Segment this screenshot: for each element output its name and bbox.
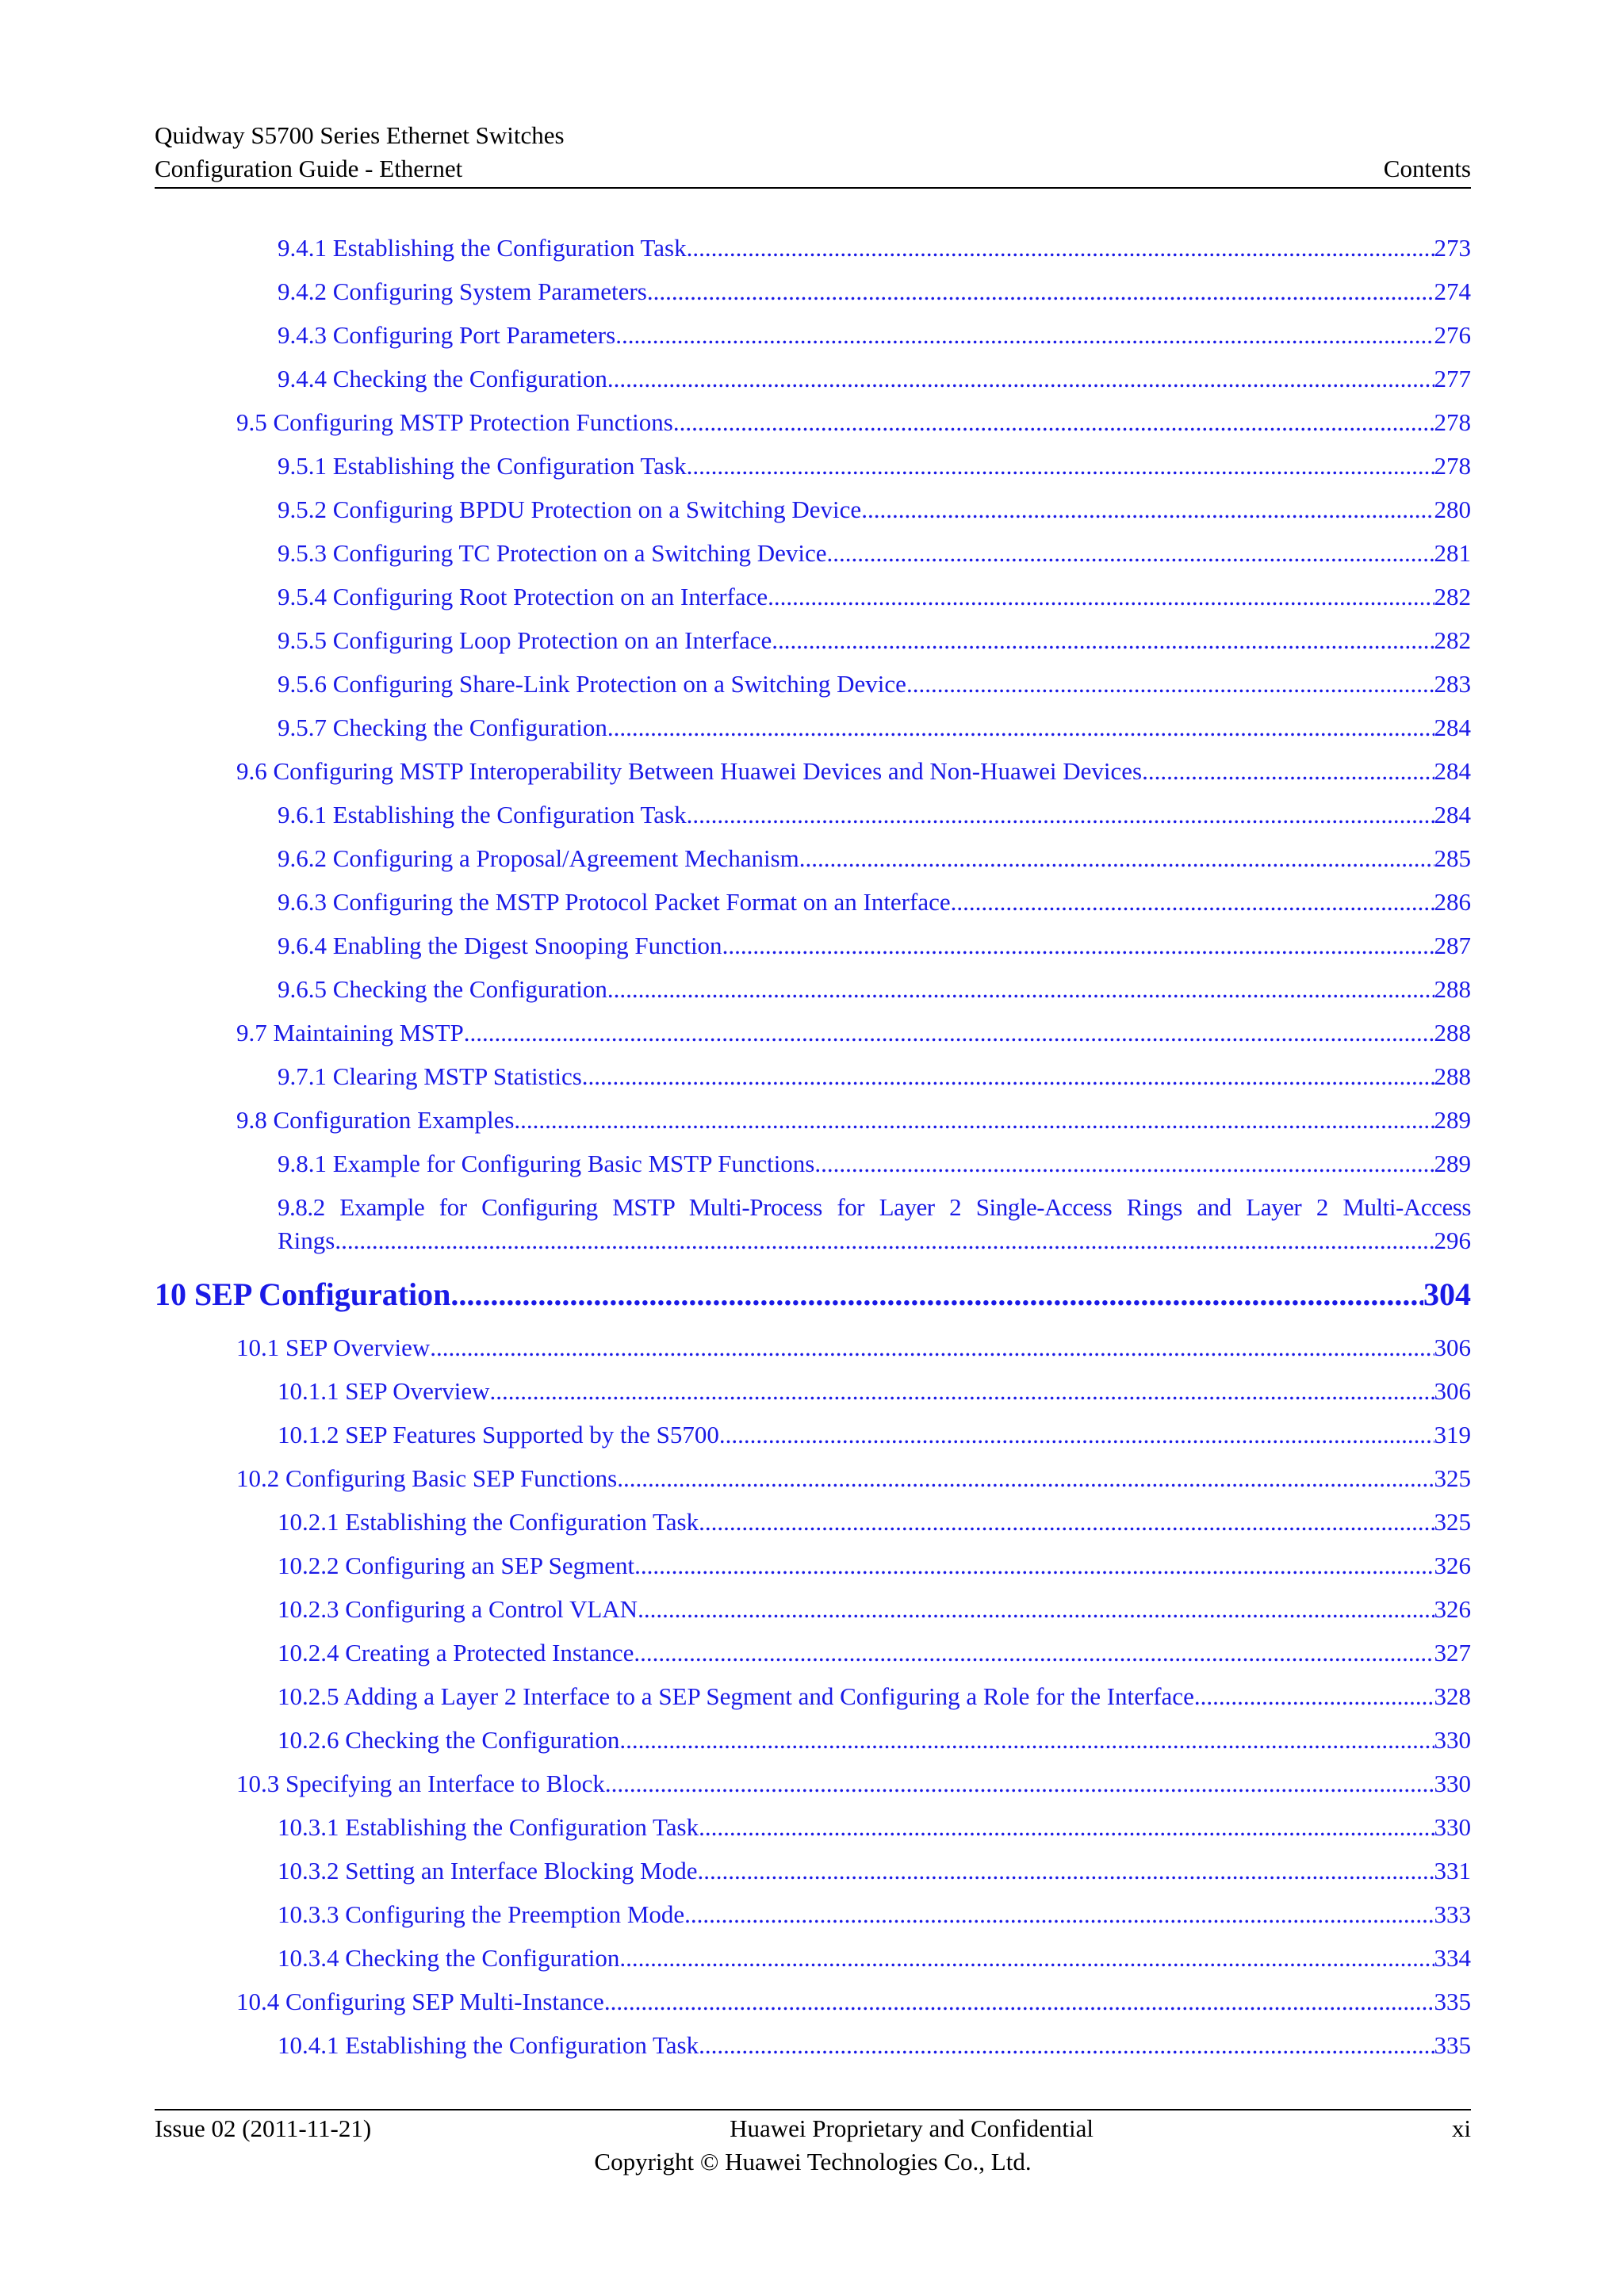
toc-entry[interactable] (155, 1104, 1471, 1147)
toc-section-10 (155, 1331, 1471, 2072)
toc-entry-title: 9.4.1 Establishing the Configuration Task (278, 234, 687, 262)
toc-entry[interactable] (155, 1375, 1471, 1418)
dot-leader (772, 624, 1434, 657)
toc-entry-page: 280 (1434, 496, 1471, 523)
toc-entry-page: 285 (1434, 844, 1471, 872)
toc-entry-title: 9.5.7 Checking the Configuration (278, 714, 607, 741)
toc-entry[interactable] (155, 450, 1471, 493)
toc-entry-title: 10.3.2 Setting an Interface Blocking Mode (278, 1857, 698, 1885)
toc-entry-title: 9.5.4 Configuring Root Protection on an Interface (278, 583, 768, 610)
toc-entry-title: 10.2.5 Adding a Layer 2 Interface to a SEP Segment and Configuring a Role for the Interface (278, 1682, 1194, 1710)
toc-entry[interactable] (155, 1147, 1471, 1191)
chapter-page: 304 (1423, 1276, 1471, 1312)
dot-leader (490, 1375, 1434, 1408)
toc-entry-title: 9.4.2 Configuring System Parameters (278, 277, 647, 305)
toc-entry[interactable] (155, 1462, 1471, 1506)
toc-entry-title: 9.5 Configuring MSTP Protection Functions (236, 408, 673, 436)
toc-entry[interactable] (155, 537, 1471, 580)
dot-leader (335, 1224, 1434, 1257)
toc-entry-title: 9.5.3 Configuring TC Protection on a Switching Device (278, 539, 827, 567)
toc-entry-title: 9.4.4 Checking the Configuration (278, 365, 607, 392)
toc-entry[interactable] (155, 1331, 1471, 1375)
toc-entry-title: 10.4.1 Establishing the Configuration Task (278, 2031, 699, 2059)
toc-entry[interactable] (155, 1060, 1471, 1104)
dot-leader (615, 319, 1434, 352)
dot-leader (814, 1147, 1434, 1181)
toc-entry[interactable] (155, 1985, 1471, 2029)
toc-entry-page: 284 (1434, 801, 1471, 828)
toc-entry-title: 9.4.3 Configuring Port Parameters (278, 321, 616, 349)
toc-entry-page: 282 (1434, 626, 1471, 654)
toc-entry[interactable] (155, 755, 1471, 798)
toc-entry-title-continued: Rings (278, 1226, 335, 1254)
toc-entry-page: 288 (1434, 1019, 1471, 1047)
toc-entry-title: 9.8.1 Example for Configuring Basic MSTP Functions (278, 1150, 815, 1177)
toc-entry[interactable] (155, 1506, 1471, 1549)
toc-entry-page: 278 (1434, 452, 1471, 480)
toc-entry-title: 9.8 Configuration Examples (236, 1106, 515, 1134)
dot-leader (607, 973, 1434, 1006)
dot-leader (699, 2029, 1434, 2062)
toc-entry-page: 286 (1434, 888, 1471, 916)
dot-leader (719, 1418, 1434, 1452)
toc-section-9 (155, 232, 1471, 1191)
toc-entry[interactable] (155, 1636, 1471, 1680)
toc-entry-title: 10.1.2 SEP Features Supported by the S5700 (278, 1421, 719, 1448)
toc-entry[interactable] (155, 1767, 1471, 1811)
toc-entry-9-8-2[interactable] (155, 1191, 1471, 1257)
dot-leader (699, 1506, 1434, 1539)
toc-entry-title: 10.1 SEP Overview (236, 1334, 431, 1361)
toc-entry-page: 283 (1434, 670, 1471, 698)
dot-leader (799, 842, 1434, 875)
dot-leader (906, 668, 1434, 701)
toc-entry-page: 289 (1434, 1106, 1471, 1134)
dot-leader (768, 580, 1434, 614)
toc-entry-title: 9.6 Configuring MSTP Interoperability Between Huawei Devices and Non-Huawei Devices (236, 757, 1143, 785)
toc-entry[interactable] (155, 362, 1471, 406)
toc-entry[interactable] (155, 319, 1471, 362)
toc-entry-page: 325 (1434, 1508, 1471, 1536)
dot-leader (699, 1811, 1434, 1844)
toc-entry-page: 281 (1434, 539, 1471, 567)
toc-entry-page: 335 (1434, 2031, 1471, 2059)
toc-entry[interactable] (155, 1593, 1471, 1636)
toc-entry[interactable] (155, 1016, 1471, 1060)
toc-entry-title: 9.6.5 Checking the Configuration (278, 975, 607, 1003)
toc-entry-title: 10.2.2 Configuring an SEP Segment (278, 1552, 635, 1579)
toc-entry-title: 10.3 Specifying an Interface to Block (236, 1770, 605, 1797)
toc-entry-title: 9.7.1 Clearing MSTP Statistics (278, 1062, 582, 1090)
dot-leader (697, 1854, 1434, 1888)
dot-leader (619, 1724, 1434, 1757)
dot-leader (464, 1016, 1434, 1050)
dot-leader (430, 1331, 1434, 1364)
toc-entry-page: 326 (1434, 1552, 1471, 1579)
toc-entry-title: 9.5.2 Configuring BPDU Protection on a Switching Device (278, 496, 862, 523)
dot-leader (450, 1272, 1423, 1317)
toc-entry-title: 10.4 Configuring SEP Multi-Instance (236, 1988, 604, 2015)
toc-entry-page: 334 (1434, 1944, 1471, 1972)
table-of-contents (155, 232, 1471, 2072)
toc-entry-page: 327 (1434, 1639, 1471, 1667)
toc-entry[interactable] (155, 668, 1471, 711)
toc-entry-page: 326 (1434, 1595, 1471, 1623)
toc-entry[interactable] (155, 232, 1471, 275)
toc-entry-title: 9.5.5 Configuring Loop Protection on an Interface (278, 626, 772, 654)
toc-entry[interactable] (155, 406, 1471, 450)
toc-entry[interactable] (155, 493, 1471, 537)
toc-entry-page: 287 (1434, 932, 1471, 959)
toc-entry-page: 330 (1434, 1770, 1471, 1797)
toc-entry-page: 274 (1434, 277, 1471, 305)
toc-entry-page: 276 (1434, 321, 1471, 349)
dot-leader (638, 1593, 1434, 1626)
toc-entry[interactable] (155, 624, 1471, 668)
toc-entry-page: 325 (1434, 1464, 1471, 1492)
toc-entry[interactable] (155, 929, 1471, 973)
toc-entry-page: 277 (1434, 365, 1471, 392)
dot-leader (951, 886, 1434, 919)
toc-entry[interactable] (155, 2029, 1471, 2072)
dot-leader (634, 1636, 1434, 1670)
page-number: xi (1451, 2114, 1471, 2142)
toc-entry[interactable] (155, 1854, 1471, 1898)
toc-entry-title: 10.2.4 Creating a Protected Instance (278, 1639, 634, 1667)
copyright-notice: Copyright © Huawei Technologies Co., Ltd. (594, 2148, 1032, 2175)
product-name: Quidway S5700 Series Ethernet Switches (155, 121, 565, 149)
toc-entry-title: 9.5.6 Configuring Share-Link Protection on a Switching Device (278, 670, 906, 698)
toc-entry[interactable] (155, 275, 1471, 319)
dot-leader (634, 1549, 1434, 1582)
toc-entry[interactable] (155, 1418, 1471, 1462)
toc-entry-title: 10.2.1 Establishing the Configuration Task (278, 1508, 699, 1536)
page-header (155, 119, 1471, 189)
dot-leader (619, 1942, 1434, 1975)
toc-entry-page: 288 (1434, 975, 1471, 1003)
toc-entry-title: 9.6.1 Establishing the Configuration Task (278, 801, 687, 828)
dot-leader (827, 537, 1434, 570)
toc-entry-title: 10.2.3 Configuring a Control VLAN (278, 1595, 638, 1623)
toc-entry-page: 284 (1434, 714, 1471, 741)
dot-leader (1142, 755, 1434, 788)
dot-leader (861, 493, 1434, 526)
dot-leader (1194, 1680, 1434, 1713)
dot-leader (687, 232, 1434, 265)
toc-entry-title: 9.6.3 Configuring the MSTP Protocol Packet Format on an Interface (278, 888, 951, 916)
page-footer (155, 2109, 1471, 2179)
toc-entry[interactable] (155, 842, 1471, 886)
toc-entry-title: 10.2 Configuring Basic SEP Functions (236, 1464, 618, 1492)
toc-entry-page: 331 (1434, 1857, 1471, 1885)
toc-entry-title: 9.5.1 Establishing the Configuration Task (278, 452, 687, 480)
toc-entry[interactable] (155, 1811, 1471, 1854)
toc-entry-page: 328 (1434, 1682, 1471, 1710)
toc-entry[interactable] (155, 1942, 1471, 1985)
dot-leader (514, 1104, 1434, 1137)
toc-entry-page: 284 (1434, 757, 1471, 785)
dot-leader (607, 711, 1434, 744)
toc-entry-title: 10.3.1 Establishing the Configuration Task (278, 1813, 699, 1841)
toc-entry[interactable] (155, 886, 1471, 929)
dot-leader (582, 1060, 1434, 1093)
toc-entry[interactable] (155, 1898, 1471, 1942)
toc-chapter-10[interactable] (155, 1268, 1471, 1331)
dot-leader (607, 362, 1434, 396)
toc-entry-page: 273 (1434, 234, 1471, 262)
toc-entry-page: 282 (1434, 583, 1471, 610)
dot-leader (684, 1898, 1434, 1931)
dot-leader (722, 929, 1434, 962)
issue-date: Issue 02 (2011-11-21) (155, 2114, 372, 2142)
toc-entry-page: 335 (1434, 1988, 1471, 2015)
toc-entry-page: 330 (1434, 1726, 1471, 1754)
toc-entry-title: 9.8.2 Example for Configuring MSTP Multi-Process for Layer 2 Single-Access Rings and Layer 2 Multi-Access (278, 1193, 1471, 1221)
toc-entry-page: 296 (1434, 1226, 1471, 1254)
toc-entry-title: 9.7 Maintaining MSTP (236, 1019, 464, 1047)
toc-entry-page: 289 (1434, 1150, 1471, 1177)
dot-leader (604, 1985, 1434, 2019)
toc-entry-title: 10.1.1 SEP Overview (278, 1377, 490, 1405)
toc-entry[interactable] (155, 1680, 1471, 1724)
toc-entry-title: 9.6.4 Enabling the Digest Snooping Function (278, 932, 722, 959)
toc-entry-page: 278 (1434, 408, 1471, 436)
toc-entry[interactable] (155, 798, 1471, 842)
chapter-title: 10 SEP Configuration (155, 1276, 451, 1312)
toc-entry[interactable] (155, 973, 1471, 1016)
section-name: Contents (1383, 155, 1471, 182)
toc-entry[interactable] (155, 580, 1471, 624)
proprietary-notice: Huawei Proprietary and Confidential (730, 2114, 1094, 2142)
guide-name: Configuration Guide - Ethernet (155, 155, 463, 182)
toc-entry-page: 306 (1434, 1334, 1471, 1361)
toc-entry[interactable] (155, 711, 1471, 755)
toc-entry[interactable] (155, 1724, 1471, 1767)
dot-leader (617, 1462, 1434, 1495)
toc-entry-title: 10.3.3 Configuring the Preemption Mode (278, 1900, 685, 1928)
toc-entry[interactable] (155, 1549, 1471, 1593)
dot-leader (687, 798, 1434, 832)
dot-leader (647, 275, 1434, 308)
dot-leader (673, 406, 1434, 439)
toc-entry-title: 10.2.6 Checking the Configuration (278, 1726, 620, 1754)
toc-entry-page: 333 (1434, 1900, 1471, 1928)
toc-entry-title: 10.3.4 Checking the Configuration (278, 1944, 620, 1972)
dot-leader (605, 1767, 1434, 1800)
toc-entry-page: 306 (1434, 1377, 1471, 1405)
toc-entry-page: 288 (1434, 1062, 1471, 1090)
toc-entry-title: 9.6.2 Configuring a Proposal/Agreement Mechanism (278, 844, 799, 872)
dot-leader (687, 450, 1434, 483)
toc-entry-page: 319 (1434, 1421, 1471, 1448)
toc-entry-page: 330 (1434, 1813, 1471, 1841)
